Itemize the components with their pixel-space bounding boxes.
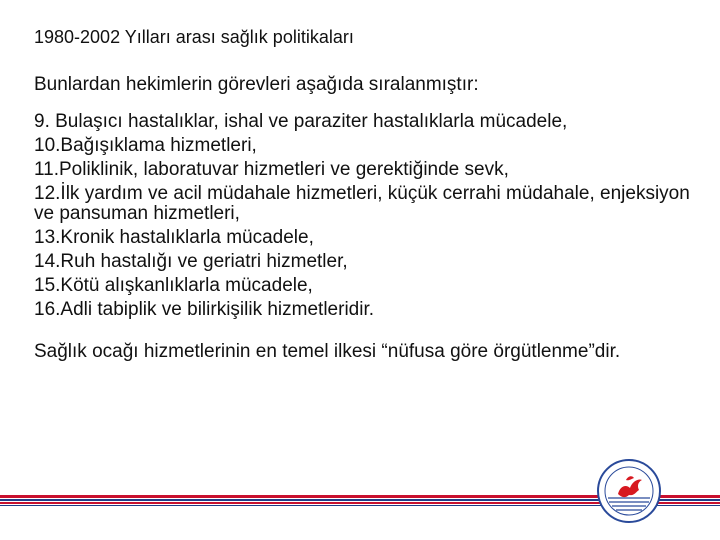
- list-item: 10.Bağışıklama hizmetleri,: [34, 135, 257, 156]
- list-item: 13.Kronik hastalıklarla mücadele,: [34, 227, 314, 248]
- list-item: 16.Adli tabiplik ve bilirkişilik hizmetleridir.: [34, 299, 375, 320]
- list-item: 11.Poliklinik, laboratuvar hizmetleri ve gerektiğinde sevk,: [34, 159, 509, 180]
- duties-list: [34, 112, 694, 320]
- list-item: 14.Ruh hastalığı ve geriatri hizmetler,: [34, 251, 348, 272]
- closing-text: Sağlık ocağı hizmetlerinin en temel ilkesi “nüfusa göre örgütlenme”dir.: [34, 341, 621, 362]
- university-logo-icon: [596, 458, 662, 524]
- list-item: 12.İlk yardım ve acil müdahale hizmetleri, küçük cerrahi müdahale, enjeksiyon ve pansuman hizmetleri,: [34, 183, 690, 224]
- slide-content: [34, 26, 694, 361]
- list-item: 15.Kötü alışkanlıklarla mücadele,: [34, 275, 313, 296]
- slide-title: 1980-2002 Yılları arası sağlık politikaları: [34, 27, 354, 47]
- intro-text: Bunlardan hekimlerin görevleri aşağıda sıralanmıştır:: [34, 74, 479, 95]
- list-item: 9. Bulaşıcı hastalıklar, ishal ve paraziter hastalıklarla mücadele,: [34, 111, 568, 132]
